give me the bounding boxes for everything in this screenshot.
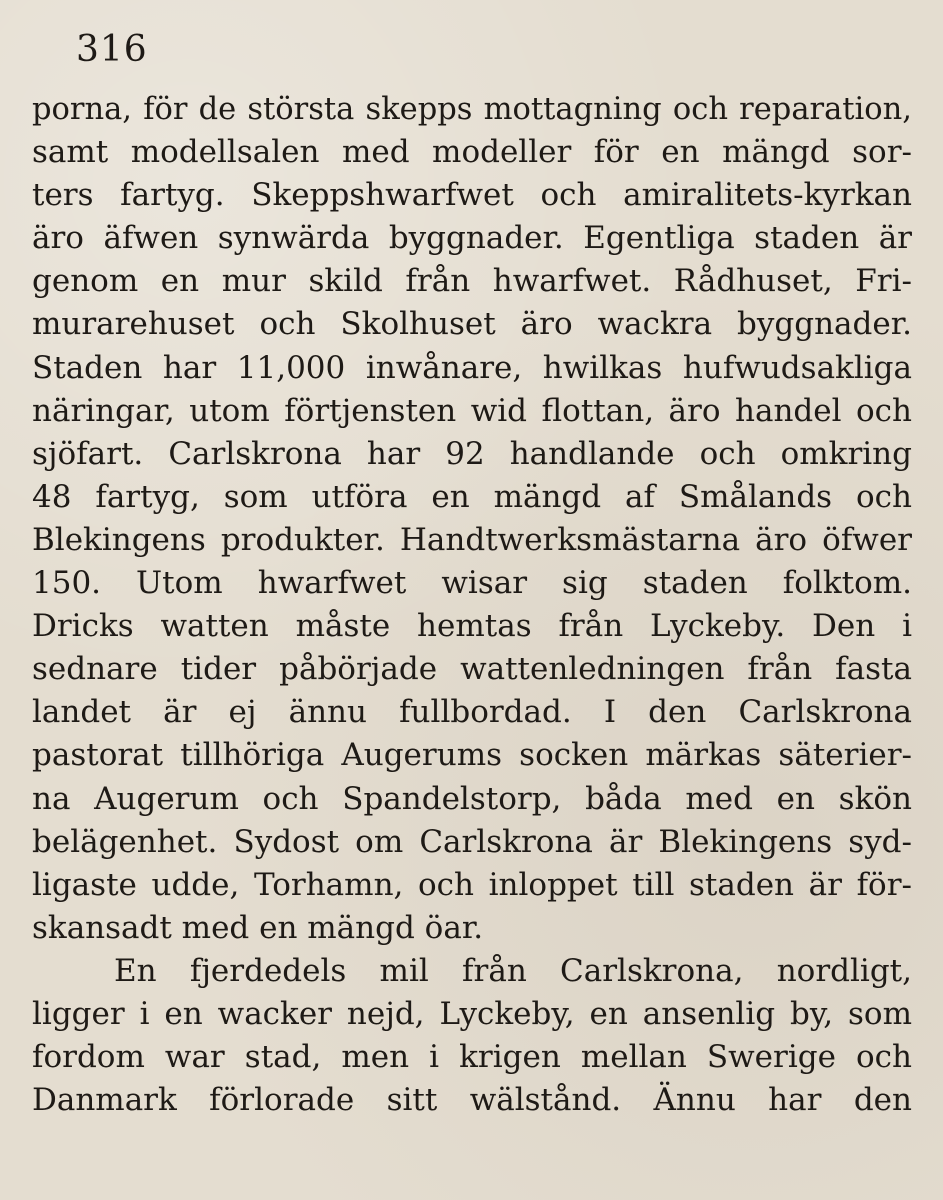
text-line: sjöfart. Carlskrona har 92 handlande och omkring (32, 435, 912, 472)
text-line: 48 fartyg, som utföra en mängd af Smålands och (32, 478, 912, 515)
text-line: fordom war stad, men i krigen mellan Swerige och (32, 1039, 912, 1076)
text-line: genom en mur skild från hwarfwet. Rådhuset, Fri- (32, 263, 912, 300)
text-line: na Augerum och Spandelstorp, båda med en skön (32, 780, 912, 817)
text-line: sednare tider påbörjade wattenledningen från fasta (32, 651, 912, 688)
body-text (32, 88, 912, 1122)
text-line: ligaste udde, Torhamn, och inloppet till staden är för- (32, 866, 912, 903)
text-line: pastorat tillhöriga Augerums socken märkas säterier- (32, 737, 912, 774)
text-line: landet är ej ännu fullbordad. I den Carlskrona (32, 694, 912, 731)
text-line: 150. Utom hwarfwet wisar sig staden folktom. (32, 565, 912, 602)
paragraph-start-line: En fjerdedels mil från Carlskrona, nordligt, (114, 952, 912, 989)
text-line: Dricks watten måste hemtas från Lyckeby. Den i (32, 608, 912, 645)
text-line: Blekingens produkter. Handtwerksmästarna äro öfwer (32, 521, 912, 558)
text-line: äro äfwen synwärda byggnader. Egentliga staden är (32, 220, 912, 257)
text-line: murarehuset och Skolhuset äro wackra byggnader. (32, 306, 912, 343)
text-line: skansadt med en mängd öar. (32, 909, 484, 946)
text-line: porna, för de största skepps mottagning och reparation, (32, 92, 912, 127)
text-line: ligger i en wacker nejd, Lyckeby, en ansenlig by, som (32, 995, 912, 1032)
text-line: Staden har 11,000 inwånare, hwilkas hufwudsakliga (32, 349, 912, 386)
text-line: Danmark förlorade sitt wälstånd. Ännu har den (32, 1082, 912, 1119)
text-line: samt modellsalen med modeller för en mängd sor- (32, 134, 912, 171)
text-line: näringar, utom förtjensten wid flottan, äro handel och (32, 392, 912, 429)
page-number: 316 (76, 29, 148, 70)
text-line: belägenhet. Sydost om Carlskrona är Blekingens syd- (32, 823, 912, 860)
text-line: ters fartyg. Skeppshwarfwet och amiralitets-kyrkan (32, 177, 912, 214)
